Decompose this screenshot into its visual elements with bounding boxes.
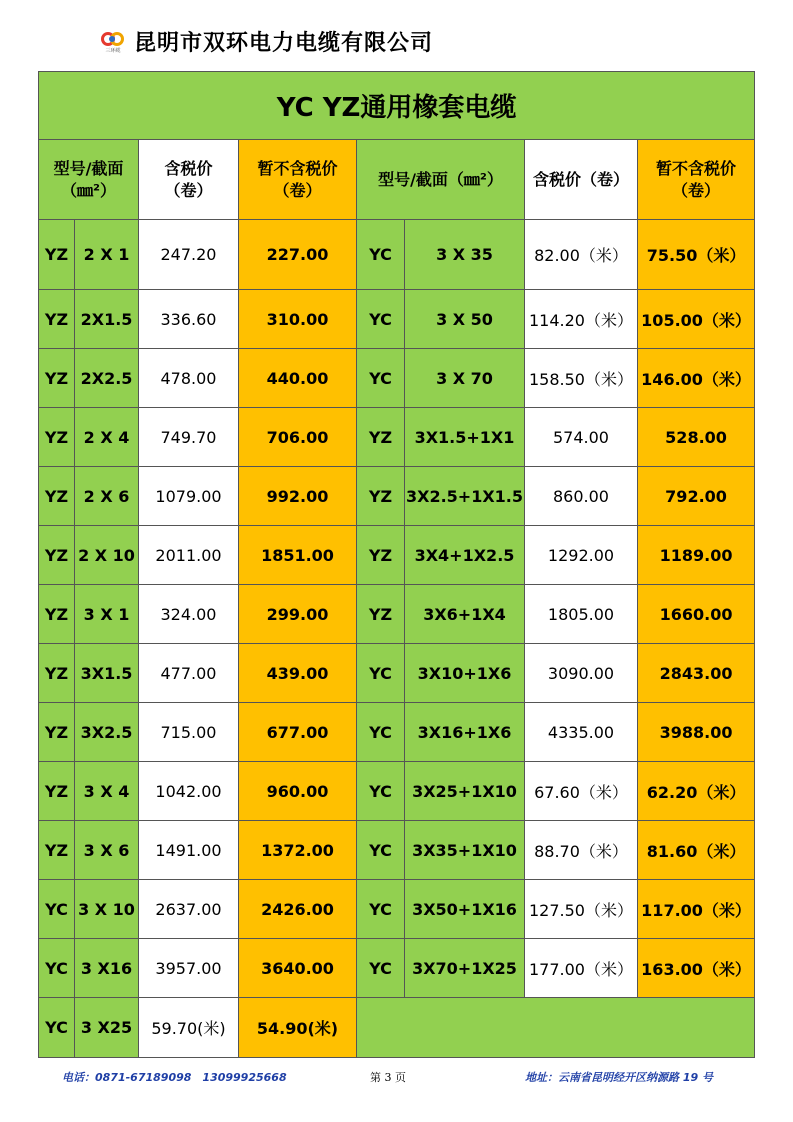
right-tax-price-cell: 158.50（米） [525, 349, 638, 408]
right-notax-price-cell: 81.60（米） [638, 821, 755, 880]
left-notax-price-cell: 1372.00 [239, 821, 357, 880]
right-notax-price-cell: 2843.00 [638, 644, 755, 703]
right-notax-price-cell: 163.00（米） [638, 939, 755, 998]
footer-address: 地址：云南省昆明经开区纳源路 19 号 [525, 1071, 713, 1084]
right-notax-price-cell: 3988.00 [638, 703, 755, 762]
left-spec-cell: 3 X25 [75, 998, 139, 1058]
right-notax-price-cell: 1660.00 [638, 585, 755, 644]
left-tax-price-cell: 1079.00 [139, 467, 239, 526]
right-tax-price-cell: 114.20（米） [525, 290, 638, 349]
left-notax-price-cell: 439.00 [239, 644, 357, 703]
header-notax-left: 暂不含税价 （卷） [239, 140, 357, 220]
right-spec-cell: 3X1.5+1X1 [405, 408, 525, 467]
company-logo: 三环缆 [100, 28, 126, 54]
left-tax-price-cell: 715.00 [139, 703, 239, 762]
footer-phone: 电话：0871-67189098 13099925668 [62, 1071, 287, 1084]
right-notax-price-cell: 1189.00 [638, 526, 755, 585]
right-spec-cell: 3 X 35 [405, 220, 525, 290]
right-type-cell: YC [357, 349, 405, 408]
right-notax-price-cell: 75.50（米） [638, 220, 755, 290]
left-spec-cell: 3 X16 [75, 939, 139, 998]
left-spec-cell: 2X2.5 [75, 349, 139, 408]
left-type-cell: YZ [39, 467, 75, 526]
left-notax-price-cell: 310.00 [239, 290, 357, 349]
table-row [39, 998, 755, 1058]
left-tax-price-cell: 3957.00 [139, 939, 239, 998]
left-spec-cell: 3 X 6 [75, 821, 139, 880]
left-spec-cell: 3X1.5 [75, 644, 139, 703]
left-tax-price-cell: 336.60 [139, 290, 239, 349]
right-tax-price-cell: 82.00（米） [525, 220, 638, 290]
right-notax-price-cell: 62.20（米） [638, 762, 755, 821]
left-tax-price-cell: 478.00 [139, 349, 239, 408]
left-notax-price-cell: 299.00 [239, 585, 357, 644]
right-tax-price-cell: 177.00（米） [525, 939, 638, 998]
right-type-cell: YZ [357, 585, 405, 644]
table-row [39, 467, 755, 526]
right-notax-price-cell: 528.00 [638, 408, 755, 467]
table-title: YC YZ通用橡套电缆 [39, 72, 755, 140]
right-spec-cell: 3X16+1X6 [405, 703, 525, 762]
left-spec-cell: 3X2.5 [75, 703, 139, 762]
left-type-cell: YZ [39, 220, 75, 290]
right-notax-price-cell: 117.00（米） [638, 880, 755, 939]
right-spec-cell: 3X50+1X16 [405, 880, 525, 939]
header-model-right: 型号/截面（㎜²） [357, 140, 525, 220]
right-type-cell: YZ [357, 467, 405, 526]
right-tax-price-cell: 860.00 [525, 467, 638, 526]
table-row [39, 703, 755, 762]
left-spec-cell: 3 X 1 [75, 585, 139, 644]
left-tax-price-cell: 1491.00 [139, 821, 239, 880]
table-row [39, 585, 755, 644]
left-tax-price-cell: 59.70(米) [139, 998, 239, 1058]
right-type-cell: YC [357, 703, 405, 762]
left-tax-price-cell: 477.00 [139, 644, 239, 703]
page-footer [0, 1069, 793, 1085]
right-notax-price-cell: 792.00 [638, 467, 755, 526]
left-notax-price-cell: 3640.00 [239, 939, 357, 998]
right-spec-cell: 3 X 50 [405, 290, 525, 349]
left-spec-cell: 2 X 4 [75, 408, 139, 467]
right-spec-cell: 3X4+1X2.5 [405, 526, 525, 585]
left-notax-price-cell: 54.90(米) [239, 998, 357, 1058]
table-row [39, 880, 755, 939]
header-model-left: 型号/截面 （㎜²） [39, 140, 139, 220]
right-spec-cell: 3X2.5+1X1.5 [405, 467, 525, 526]
page-header [100, 26, 433, 56]
right-tax-price-cell: 4335.00 [525, 703, 638, 762]
right-type-cell: YC [357, 220, 405, 290]
right-spec-cell: 3X10+1X6 [405, 644, 525, 703]
left-tax-price-cell: 1042.00 [139, 762, 239, 821]
left-spec-cell: 2 X 6 [75, 467, 139, 526]
right-spec-cell: 3 X 70 [405, 349, 525, 408]
right-notax-price-cell: 105.00（米） [638, 290, 755, 349]
left-spec-cell: 2 X 1 [75, 220, 139, 290]
right-tax-price-cell: 3090.00 [525, 644, 638, 703]
price-table [38, 71, 755, 1058]
table-row [39, 408, 755, 467]
left-tax-price-cell: 324.00 [139, 585, 239, 644]
left-type-cell: YZ [39, 526, 75, 585]
right-spec-cell: 3X70+1X25 [405, 939, 525, 998]
right-type-cell: YC [357, 821, 405, 880]
right-tax-price-cell: 574.00 [525, 408, 638, 467]
right-notax-price-cell: 146.00（米） [638, 349, 755, 408]
left-type-cell: YC [39, 880, 75, 939]
right-type-cell: YC [357, 762, 405, 821]
left-tax-price-cell: 247.20 [139, 220, 239, 290]
left-spec-cell: 2X1.5 [75, 290, 139, 349]
empty-cell [357, 998, 755, 1058]
table-row [39, 526, 755, 585]
right-type-cell: YZ [357, 408, 405, 467]
header-row [39, 140, 755, 220]
right-type-cell: YZ [357, 526, 405, 585]
table-row [39, 939, 755, 998]
left-tax-price-cell: 749.70 [139, 408, 239, 467]
left-type-cell: YZ [39, 644, 75, 703]
left-notax-price-cell: 1851.00 [239, 526, 357, 585]
header-tax-left: 含税价 （卷） [139, 140, 239, 220]
left-tax-price-cell: 2011.00 [139, 526, 239, 585]
right-type-cell: YC [357, 290, 405, 349]
left-type-cell: YZ [39, 762, 75, 821]
table-row [39, 762, 755, 821]
left-spec-cell: 3 X 4 [75, 762, 139, 821]
right-tax-price-cell: 1805.00 [525, 585, 638, 644]
table-row [39, 290, 755, 349]
left-notax-price-cell: 227.00 [239, 220, 357, 290]
left-notax-price-cell: 2426.00 [239, 880, 357, 939]
table-row [39, 349, 755, 408]
right-type-cell: YC [357, 939, 405, 998]
left-tax-price-cell: 2637.00 [139, 880, 239, 939]
right-tax-price-cell: 88.70（米） [525, 821, 638, 880]
right-tax-price-cell: 67.60（米） [525, 762, 638, 821]
right-spec-cell: 3X6+1X4 [405, 585, 525, 644]
left-type-cell: YZ [39, 585, 75, 644]
left-type-cell: YC [39, 939, 75, 998]
company-name: 昆明市双环电力电缆有限公司 [134, 30, 434, 56]
right-tax-price-cell: 1292.00 [525, 526, 638, 585]
table-row [39, 821, 755, 880]
left-spec-cell: 3 X 10 [75, 880, 139, 939]
header-notax-right: 暂不含税价 （卷） [638, 140, 755, 220]
footer-page-number: 第 3 页 [370, 1071, 406, 1084]
left-type-cell: YZ [39, 290, 75, 349]
left-notax-price-cell: 677.00 [239, 703, 357, 762]
right-spec-cell: 3X35+1X10 [405, 821, 525, 880]
left-notax-price-cell: 992.00 [239, 467, 357, 526]
left-spec-cell: 2 X 10 [75, 526, 139, 585]
left-notax-price-cell: 440.00 [239, 349, 357, 408]
left-type-cell: YZ [39, 821, 75, 880]
table-row [39, 644, 755, 703]
table-row [39, 220, 755, 290]
left-type-cell: YZ [39, 703, 75, 762]
left-type-cell: YC [39, 998, 75, 1058]
right-spec-cell: 3X25+1X10 [405, 762, 525, 821]
left-type-cell: YZ [39, 349, 75, 408]
right-type-cell: YC [357, 880, 405, 939]
left-type-cell: YZ [39, 408, 75, 467]
left-notax-price-cell: 706.00 [239, 408, 357, 467]
right-tax-price-cell: 127.50（米） [525, 880, 638, 939]
left-notax-price-cell: 960.00 [239, 762, 357, 821]
right-type-cell: YC [357, 644, 405, 703]
header-tax-right: 含税价（卷） [525, 140, 638, 220]
